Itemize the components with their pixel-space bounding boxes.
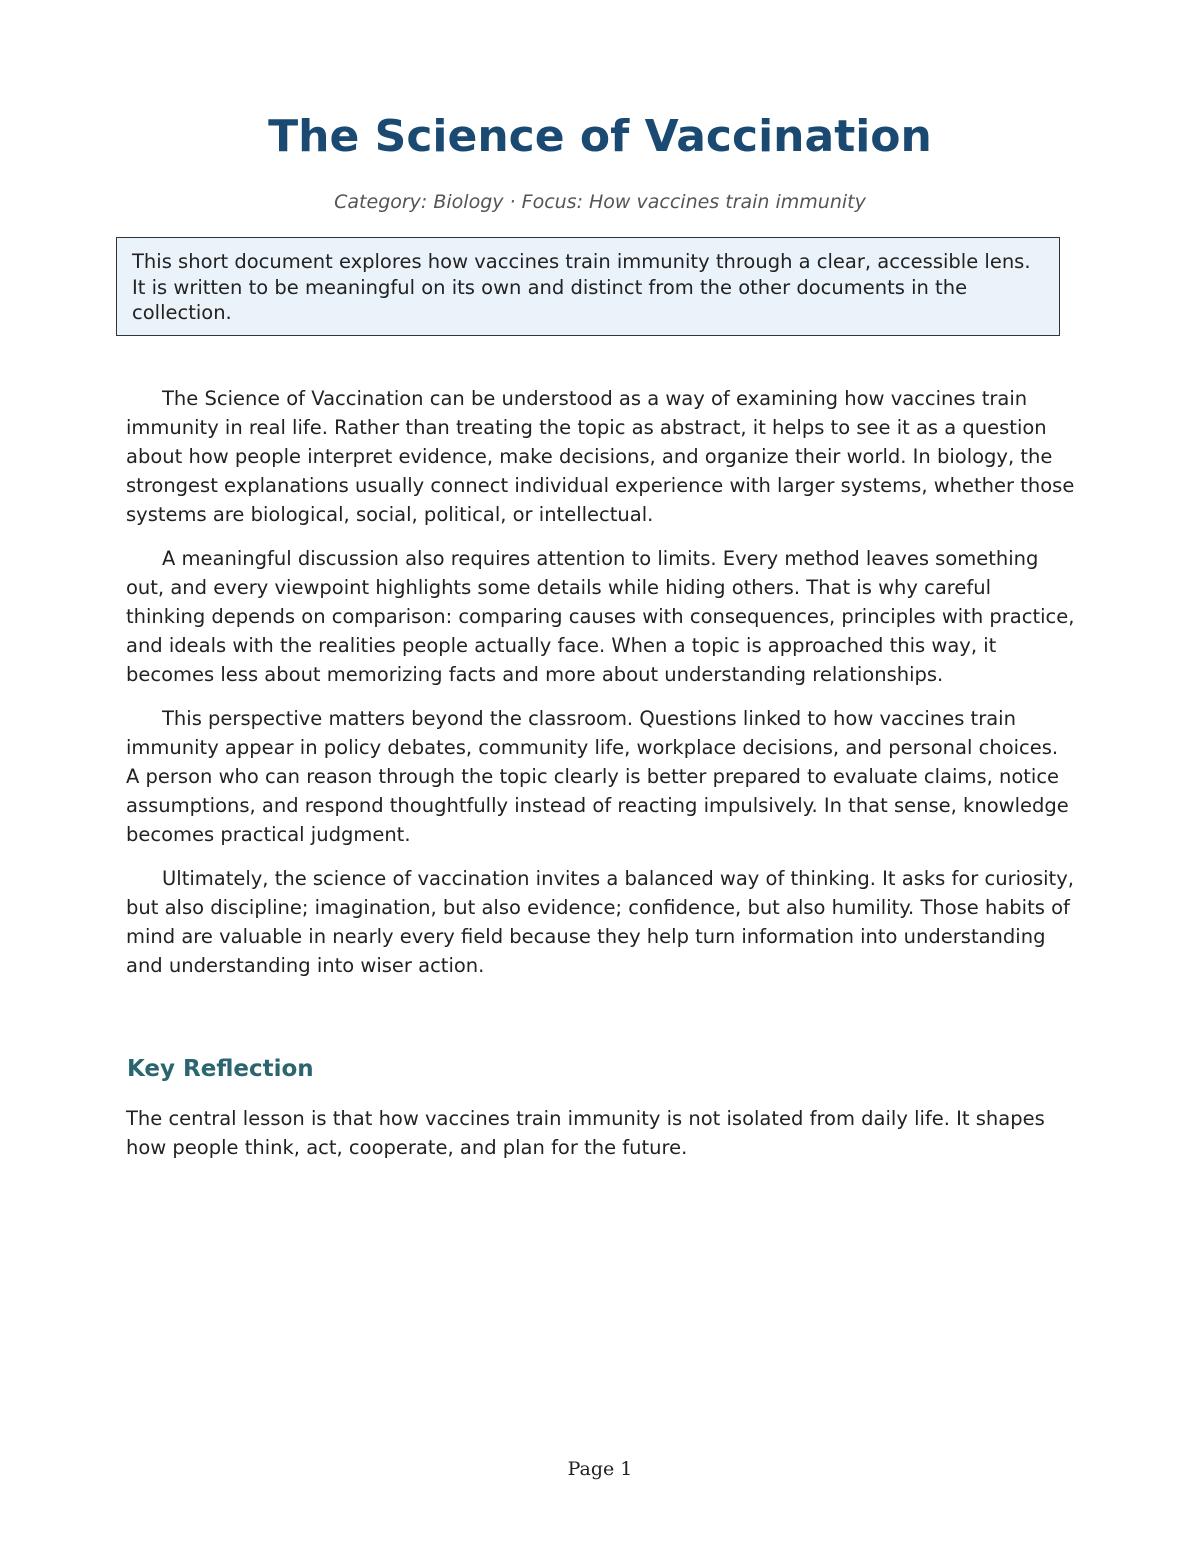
body-text <box>126 384 1076 995</box>
body-paragraph: Ultimately, the science of vaccination invites a balanced way of thinking. It asks for curiosity, but also discipline; imagination, but also evidence; confidence, but also humility. Those habits of mind are valuable in nearly every field because they help turn information into understanding and understanding into wiser action. <box>126 867 1074 977</box>
section-heading: Key Reflection <box>127 1056 314 1082</box>
body-paragraph: A meaningful discussion also requires attention to limits. Every method leaves something out, and every viewpoint highlights some details while hiding others. That is why careful thinking depends on comparison: comparing causes with consequences, principles with practice, and ideals with the realities people actually face. When a topic is approached this way, it becomes less about memorizing facts and more about understanding relationships. <box>126 547 1075 686</box>
page-number: Page 1 <box>567 1458 633 1480</box>
body-paragraph: This perspective matters beyond the classroom. Questions linked to how vaccines train immunity appear in policy debates, community life, workplace decisions, and personal choices. A person who can reason through the topic clearly is better prepared to evaluate claims, notice assumptions, and respond thoughtfully instead of reacting impulsively. In that sense, knowledge becomes practical judgment. <box>126 707 1069 846</box>
document-title: The Science of Vaccination <box>268 111 932 162</box>
document-subtitle: Category: Biology · Focus: How vaccines train immunity <box>334 191 866 213</box>
body-paragraph: The Science of Vaccination can be understood as a way of examining how vaccines train immunity in real life. Rather than treating the topic as abstract, it helps to see it as a question about how people interpret evidence, make decisions, and organize their world. In biology, the strongest explanations usually connect individual experience with larger systems, whether those systems are biological, social, political, or intellectual. <box>126 387 1075 526</box>
reflection-paragraph: The central lesson is that how vaccines train immunity is not isolated from daily life. It shapes how people think, act, cooperate, and plan for the future. <box>126 1107 1045 1159</box>
abstract-box: This short document explores how vaccines train immunity through a clear, accessible lens. It is written to be meaningful on its own and distinct from the other documents in the collection. <box>116 237 1060 336</box>
